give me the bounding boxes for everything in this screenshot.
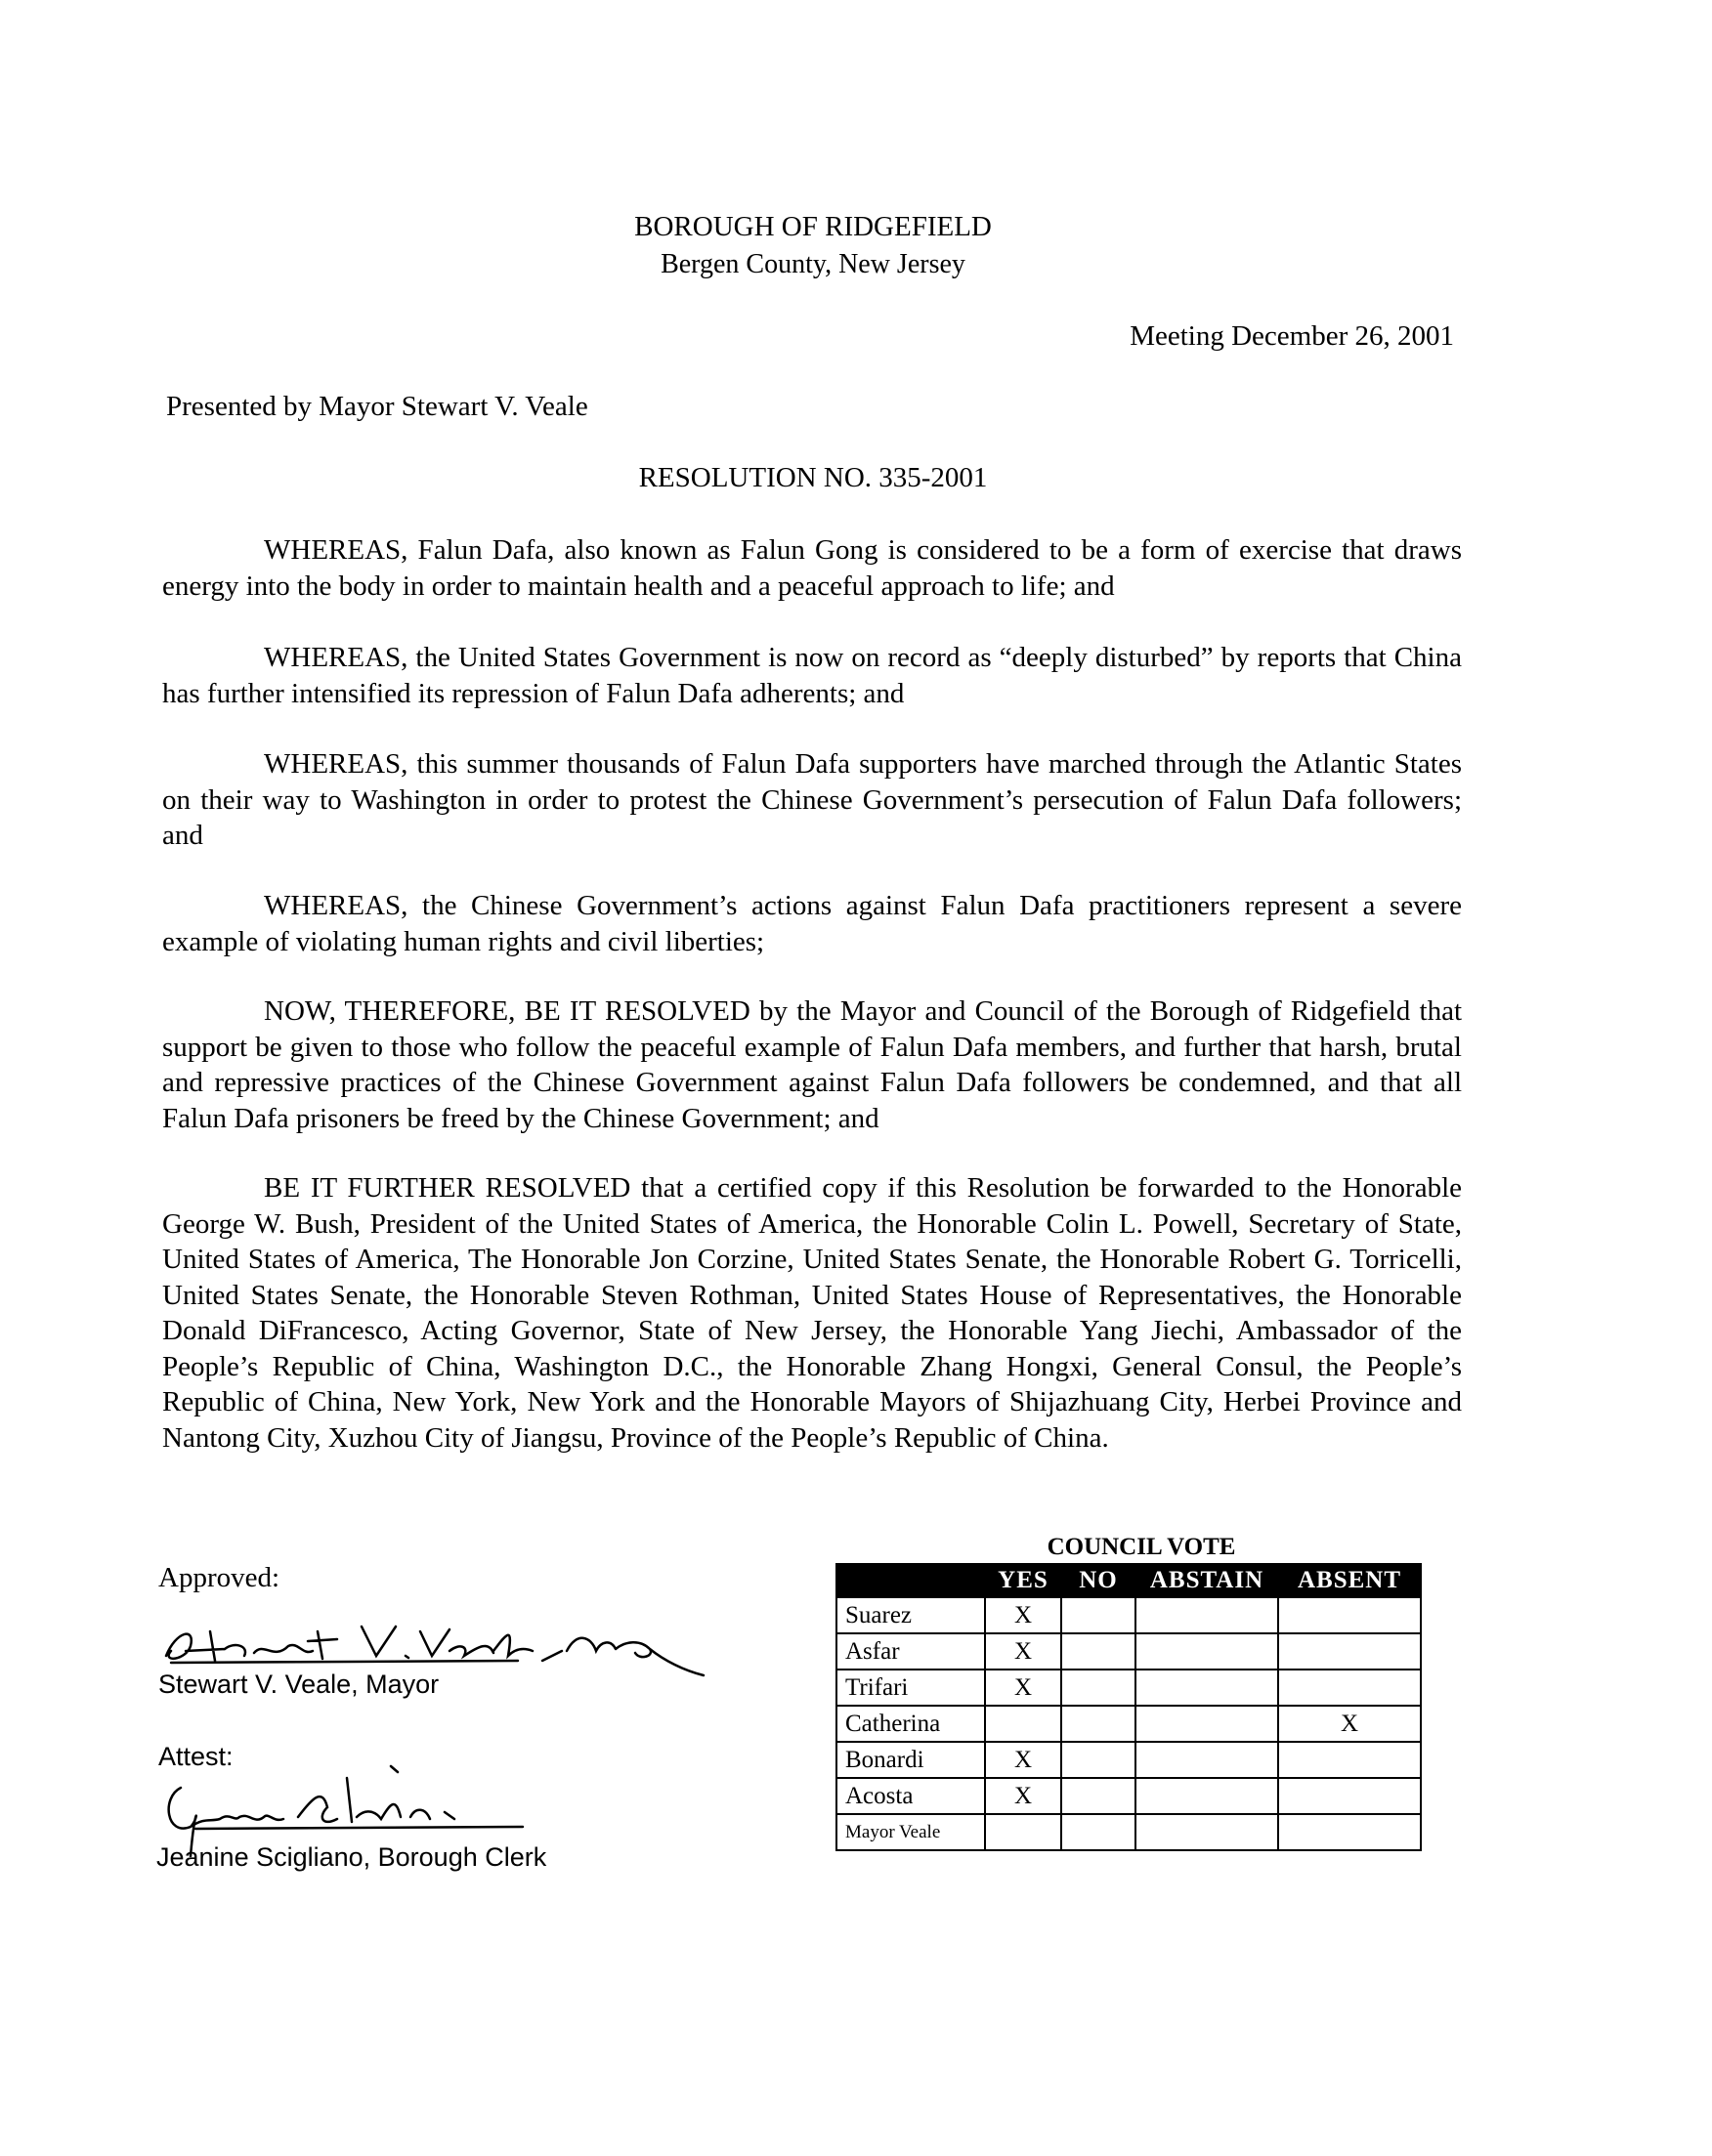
clerk-name: Jeanine Scigliano, Borough Clerk [156, 1842, 547, 1872]
vote-no [1061, 1633, 1135, 1670]
vote-header-abstain: ABSTAIN [1135, 1564, 1278, 1597]
vote-abstain [1135, 1597, 1278, 1633]
vote-no [1061, 1778, 1135, 1814]
vote-abstain [1135, 1778, 1278, 1814]
vote-header-row [836, 1564, 1421, 1597]
table-row [836, 1633, 1421, 1670]
vote-header-no: NO [1061, 1564, 1135, 1597]
vote-header-absent: ABSENT [1278, 1564, 1421, 1597]
meeting-date: Meeting December 26, 2001 [1130, 320, 1454, 352]
table-row [836, 1670, 1421, 1706]
vote-yes: X [985, 1742, 1061, 1778]
table-row [836, 1597, 1421, 1633]
paragraph-whereas-1: WHEREAS, Falun Dafa, also known as Falun Gong is considered to be a form of exercise that draws energy into the body in order to maintain health and a peaceful approach to life; and [162, 534, 1462, 602]
vote-absent [1278, 1742, 1421, 1778]
vote-yes: X [985, 1597, 1061, 1633]
vote-absent [1278, 1778, 1421, 1814]
vote-header-yes: YES [985, 1564, 1061, 1597]
borough-title: BOROUGH OF RIDGEFIELD [634, 211, 992, 242]
vote-absent [1278, 1814, 1421, 1850]
council-vote-title: COUNCIL VOTE [1047, 1534, 1236, 1560]
vote-absent [1278, 1633, 1421, 1670]
vote-yes [985, 1814, 1061, 1850]
table-row [836, 1814, 1421, 1850]
vote-abstain [1135, 1633, 1278, 1670]
vote-abstain [1135, 1814, 1278, 1850]
vote-absent [1278, 1670, 1421, 1706]
vote-no [1061, 1670, 1135, 1706]
council-member-name: Bonardi [836, 1742, 985, 1778]
council-member-name: Mayor Veale [836, 1814, 985, 1850]
vote-absent: X [1278, 1706, 1421, 1742]
vote-no [1061, 1814, 1135, 1850]
paragraph-whereas-2: WHEREAS, the United States Government is now on record as “deeply disturbed” by reports that China has further intensified its repression of Falun Dafa adherents; and [162, 642, 1462, 709]
table-row [836, 1706, 1421, 1742]
vote-yes [985, 1706, 1061, 1742]
vote-no [1061, 1742, 1135, 1778]
vote-abstain [1135, 1670, 1278, 1706]
council-member-name: Acosta [836, 1778, 985, 1814]
vote-yes: X [985, 1670, 1061, 1706]
vote-no [1061, 1706, 1135, 1742]
presented-by: Presented by Mayor Stewart V. Veale [166, 391, 588, 422]
council-member-name: Asfar [836, 1633, 985, 1670]
attest-label: Attest: [158, 1742, 234, 1771]
approved-label: Approved: [158, 1562, 280, 1593]
table-row [836, 1778, 1421, 1814]
paragraph-whereas-3: WHEREAS, this summer thousands of Falun Dafa supporters have marched through the Atlantic States on their way to Washington in order to protest the Chinese Government’s persecution of Falun Dafa followers; and [162, 748, 1462, 851]
table-row [836, 1742, 1421, 1778]
vote-yes: X [985, 1778, 1061, 1814]
paragraph-further-resolved: BE IT FURTHER RESOLVED that a certified copy if this Resolution be forwarded to the Honorable George W. Bush, President of the United States of America, the Honorable Colin L. Powell, Secretary of State, United States of America, The Honorable Jon Corzine, United States Senate, the Honorable Robert G. Torricelli, United States Senate, the Honorable Steven Rothman, United States House of Representatives, the Honorable Donald DiFrancesco, Acting Governor, State of New Jersey, the Honorable Yang Jiechi, Ambassador of the People’s Republic of China, Washington D.C., the Honorable Zhang Hongxi, General Consul, the People’s Republic of China, New York, New York and the Honorable Mayors of Shijazhuang City, Herbei Province and Nantong City, Xuzhou City of Jiangsu, Province of the People’s Republic of China. [162, 1172, 1462, 1454]
vote-abstain [1135, 1742, 1278, 1778]
vote-header-name [836, 1564, 985, 1597]
vote-yes: X [985, 1633, 1061, 1670]
council-member-name: Trifari [836, 1670, 985, 1706]
county-subtitle: Bergen County, New Jersey [661, 249, 965, 279]
paragraph-resolved: NOW, THEREFORE, BE IT RESOLVED by the Mayor and Council of the Borough of Ridgefield that support be given to those who follow the peaceful example of Falun Dafa members, and further that harsh, brutal and repressive practices of the Chinese Government against Falun Dafa followers be condemned, and that all Falun Dafa prisoners be freed by the Chinese Government; and [162, 995, 1462, 1134]
vote-absent [1278, 1597, 1421, 1633]
council-vote-table [835, 1563, 1422, 1851]
resolution-number: RESOLUTION NO. 335-2001 [638, 462, 988, 493]
vote-abstain [1135, 1706, 1278, 1742]
paragraph-whereas-4: WHEREAS, the Chinese Government’s actions against Falun Dafa practitioners represent a severe example of violating human rights and civil liberties; [162, 890, 1462, 957]
vote-no [1061, 1597, 1135, 1633]
council-member-name: Catherina [836, 1706, 985, 1742]
council-member-name: Suarez [836, 1597, 985, 1633]
mayor-name: Stewart V. Veale, Mayor [158, 1670, 440, 1699]
